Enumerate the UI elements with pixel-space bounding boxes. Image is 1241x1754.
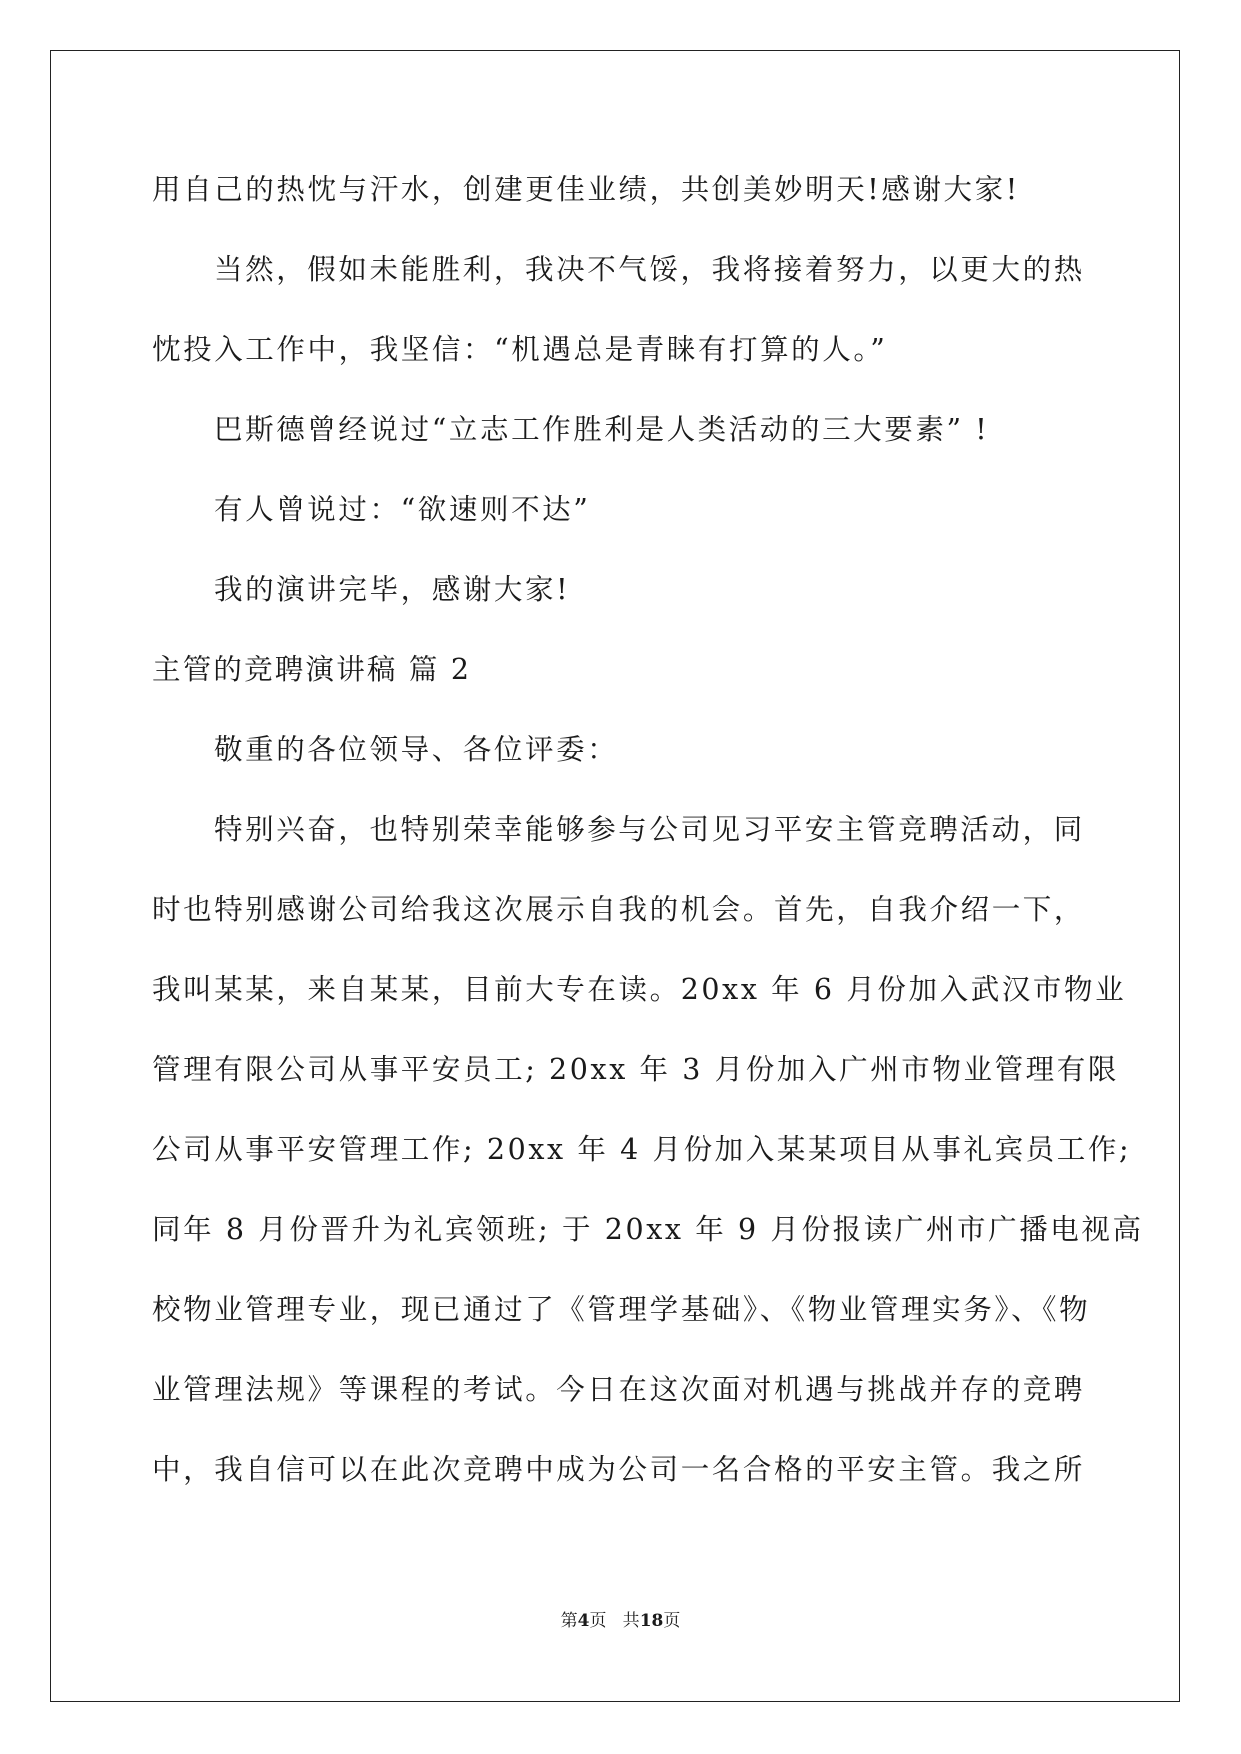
page-footer	[0, 1606, 1241, 1631]
text-line: 有人曾说过：“欲速则不达”	[214, 493, 591, 526]
text-line: 中，我自信可以在此次竞聘中成为公司一名合格的平安主管。我之所	[152, 1453, 1086, 1486]
document-body	[152, 160, 1144, 1520]
text-line: 巴斯德曾经说过“立志工作胜利是人类活动的三大要素” !	[214, 413, 990, 446]
text-line: 管理有限公司从事平安员工; 20xx 年 3 月份加入广州市物业管理有限	[152, 1053, 1119, 1086]
footer-suffix: 页	[663, 1611, 681, 1631]
total-pages-number: 18	[639, 1611, 664, 1631]
section-heading: 主管的竞聘演讲稿 篇 2	[152, 653, 472, 686]
text-line: 敬重的各位领导、各位评委：	[214, 733, 619, 766]
footer-prefix: 第	[560, 1611, 578, 1631]
text-line: 当然，假如未能胜利，我决不气馁，我将接着努力，以更大的热	[214, 253, 1085, 286]
text-line: 业管理法规》等课程的考试。今日在这次面对机遇与挑战并存的竞聘	[152, 1373, 1086, 1406]
text-line: 校物业管理专业，现已通过了《管理学基础》、《物业管理实务》、《物	[152, 1293, 1091, 1326]
footer-mid: 页 共	[589, 1611, 640, 1631]
text-line: 特别兴奋，也特别荣幸能够参与公司见习平安主管竞聘活动，同	[214, 813, 1085, 846]
text-line: 我叫某某，来自某某，目前大专在读。20xx 年 6 月份加入武汉市物业	[152, 973, 1127, 1006]
text-line: 同年 8 月份晋升为礼宾领班; 于 20xx 年 9 月份报读广州市广播电视高	[152, 1213, 1144, 1246]
text-line: 我的演讲完毕，感谢大家!	[214, 573, 571, 606]
text-line: 忱投入工作中，我坚信：“机遇总是青睐有打算的人。”	[152, 333, 888, 366]
text-line: 用自己的热忱与汗水，创建更佳业绩，共创美妙明天!感谢大家!	[152, 173, 1020, 206]
current-page-number: 4	[577, 1611, 590, 1631]
text-line: 公司从事平安管理工作; 20xx 年 4 月份加入某某项目从事礼宾员工作;	[152, 1133, 1132, 1166]
text-line: 时也特别感谢公司给我这次展示自我的机会。首先，自我介绍一下，	[152, 893, 1086, 926]
